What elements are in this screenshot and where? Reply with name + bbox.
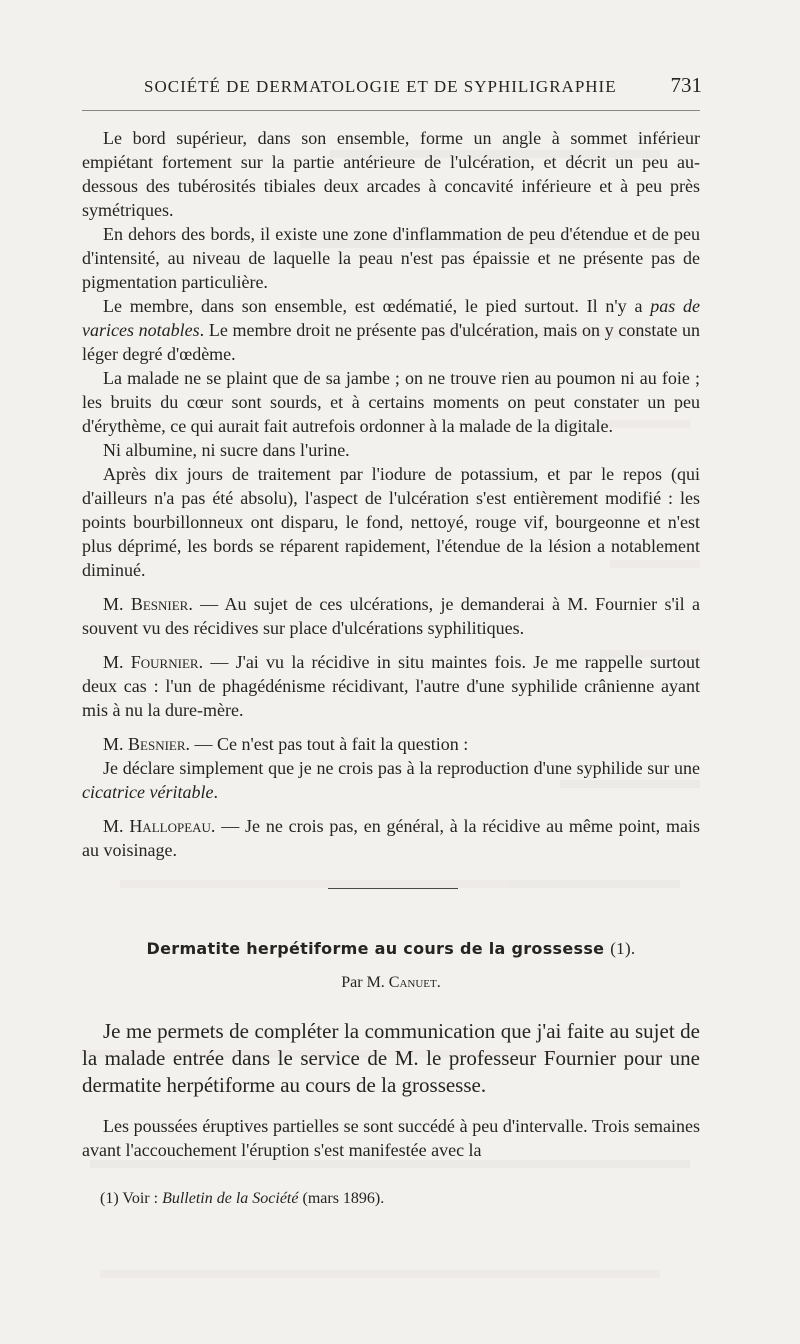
footnote-prefix: Voir : <box>118 1190 163 1207</box>
text-span: Je déclare simplement que je ne crois pas à la reproduction d'une syphilide sur une <box>103 758 700 778</box>
text-span: . <box>213 782 218 802</box>
remark-text: . — Ce n'est pas tout à fait la question : <box>185 734 469 754</box>
article-title-text: Dermatite herpétiforme au cours de la grossesse <box>146 939 605 958</box>
author-prefix: Par M. <box>341 974 389 991</box>
italic-phrase: cicatrice véritable <box>82 782 214 802</box>
discussion-remark <box>82 592 700 640</box>
speaker-prefix: M. <box>103 816 130 836</box>
paragraph: Le bord supérieur, dans son ensemble, forme un angle à sommet inférieur empiétant fortement sur la partie antérieure de l'ulcération, et décrit un peu au-dessous des tubérosités tibiales deux arcades à concavité inférieure et à peu près symétriques. <box>82 128 700 220</box>
section-separator <box>328 888 458 889</box>
paragraph <box>82 294 700 366</box>
author-name: Canuet <box>388 974 437 991</box>
article-author <box>82 974 700 992</box>
text-span: Le membre, dans son ensemble, est œdématié, le pied surtout. Il n'y a <box>103 296 651 316</box>
speaker-name: Hallopeau <box>129 816 211 836</box>
paragraph: Après dix jours de traitement par l'iodure de potassium, et par le repos (qui d'ailleurs n'a pas été absolu), l'aspect de l'ulcération s'est entièrement modifié : les points bourbillonneux ont disparu, le fond, nettoyé, rouge vif, bourgeonne et n'est plus déprimé, les bords se réparent rapidement, l'étendue de la lésion a notablement diminué. <box>82 464 700 580</box>
speaker-name: Fournier <box>130 652 199 672</box>
running-head-title: SOCIÉTÉ DE DERMATOLOGIE ET DE SYPHILIGRAPHIE <box>144 77 617 96</box>
footnote <box>100 1190 660 1208</box>
case-report-text <box>82 126 700 862</box>
discussion-remark <box>82 732 700 756</box>
speaker-name: Besnier <box>128 734 186 754</box>
discussion-remark <box>82 814 700 862</box>
article-lead <box>82 1018 700 1099</box>
speaker-prefix: M. <box>103 734 129 754</box>
paragraph: La malade ne se plaint que de sa jambe ; on ne trouve rien au poumon ni au foie ; les bruits du cœur sont sourds, et à certains moments on peut constater un peu d'érythème, ce qui aurait fait autrefois ordonner à la malade de la digitale. <box>82 368 700 436</box>
footnote-reference: (1). <box>610 939 636 958</box>
footnote-suffix: (mars 1896). <box>298 1190 385 1207</box>
italic-phrase: pas de varices notables <box>82 296 701 340</box>
remark-text: . — J'ai vu la récidive in situ maintes fois. Je me rappelle surtout deux cas : l'un de phagédénisme récidivant, l'autre d'une syphilide crânienne ayant mis à nu la dure-mère. <box>82 652 700 720</box>
discussion-remark-continuation <box>82 756 700 804</box>
remark-text: . — Je ne crois pas, en général, à la récidive au même point, mais au voisinage. <box>82 816 700 860</box>
paragraph: En dehors des bords, il existe une zone d'inflammation de peu d'étendue et de peu d'intensité, au niveau de laquelle la peau n'est pas épaissie et ne présente pas de pigmentation particulière. <box>82 224 700 292</box>
article-title <box>82 939 700 959</box>
speaker-prefix: M. <box>103 652 131 672</box>
speaker-prefix: M. <box>103 594 131 614</box>
author-suffix: . <box>436 974 441 991</box>
paragraph: Les poussées éruptives partielles se sont succédé à peu d'intervalle. Trois semaines avant l'accouchement l'éruption s'est manifestée avec la <box>82 1116 700 1160</box>
running-head <box>82 73 702 103</box>
footnote-mark: (1) <box>100 1190 119 1207</box>
footnote-journal-title: Bulletin de la Société <box>162 1190 299 1207</box>
header-rule <box>82 110 700 111</box>
remark-text: . — Au sujet de ces ulcérations, je demanderai à M. Fournier s'il a souvent vu des récidives sur place d'ulcérations syphilitiques. <box>82 594 700 638</box>
article-body <box>82 1114 700 1162</box>
text-span: . Le membre droit ne présente pas d'ulcération, mais on y constate un léger degré d'œdème. <box>82 320 700 364</box>
page-number: 731 <box>670 73 702 97</box>
lead-paragraph: Je me permets de compléter la communication que j'ai faite au sujet de la malade entrée dans le service de M. le professeur Fournier pour une dermatite herpétiforme au cours de la grossesse. <box>82 1019 700 1097</box>
paragraph: Ni albumine, ni sucre dans l'urine. <box>103 440 350 460</box>
speaker-name: Besnier <box>130 594 189 614</box>
discussion-remark <box>82 650 700 722</box>
